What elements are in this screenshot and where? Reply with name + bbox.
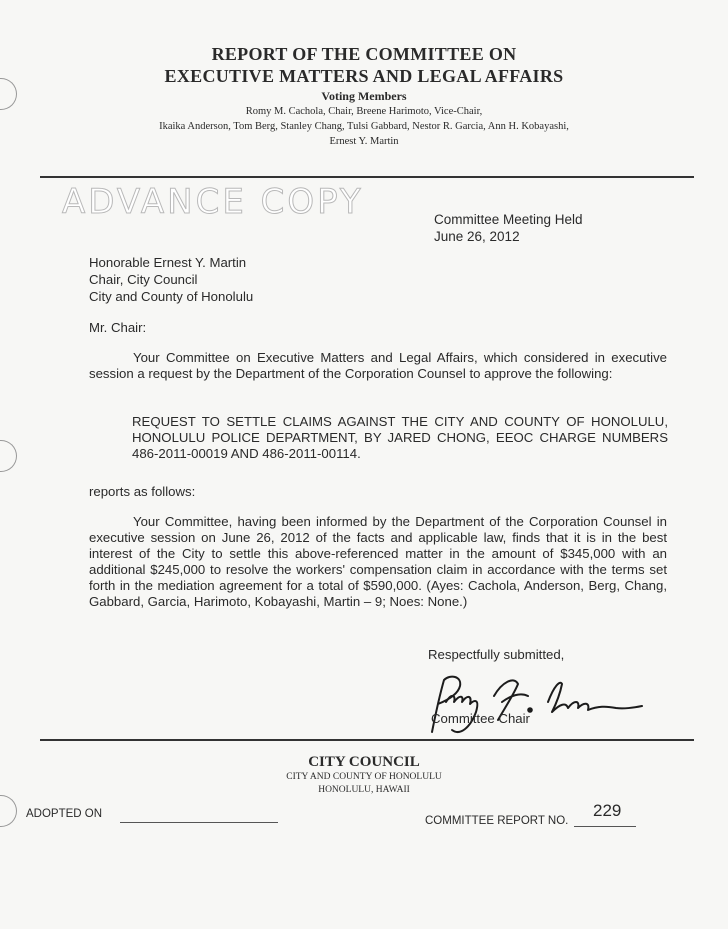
closing-line: Respectfully submitted, [428,647,565,662]
addressee-title: Chair, City Council [89,272,198,287]
addressee-org: City and County of Honolulu [89,289,254,304]
signature-caption: Committee Chair [431,711,530,726]
members-line-1: Romy M. Cachola, Chair, Breene Harimoto, Vice-Chair, [245,106,483,117]
footer-council: CITY COUNCIL [308,754,420,770]
meeting-held-label: Committee Meeting Held [434,212,583,227]
footer-county: CITY AND COUNTY OF HONOLULU [286,772,442,782]
voting-members-heading: Voting Members [321,89,407,103]
members-line-3: Ernest Y. Martin [329,136,399,147]
report-number-label: COMMITTEE REPORT NO. [425,815,569,827]
binder-hole-bottom [0,795,17,827]
adopted-on-label: ADOPTED ON [26,808,103,820]
salutation: Mr. Chair: [89,320,147,335]
addressee-name: Honorable Ernest Y. Martin [89,255,247,270]
members-line-2: Ikaika Anderson, Tom Berg, Stanley Chang, Tulsi Gabbard, Nestor R. Garcia, Ann H. Kobayashi, [159,121,569,132]
reports-as-follows: reports as follows: [89,484,196,499]
header-divider [40,176,694,178]
settlement-request: REQUEST TO SETTLE CLAIMS AGAINST THE CITY AND COUNTY OF HONOLULU, HONOLULU POLICE DEPARTMENT, BY JARED CHONG, EEOC CHARGE NUMBERS 486-2011-00019 AND 486-2011-00114. [132,414,668,461]
report-title-line-2: EXECUTIVE MATTERS AND LEGAL AFFAIRS [164,66,564,86]
chair-signature [410,672,650,742]
footer-divider [40,739,694,741]
report-number: 229 [593,801,622,820]
advance-copy-stamp: ADVANCE COPY [62,182,364,222]
meeting-date: June 26, 2012 [434,229,520,244]
adopted-on-blank [120,822,278,823]
footer-state: HONOLULU, HAWAII [318,785,410,795]
report-number-underline [574,826,636,827]
paragraph-findings: Your Committee, having been informed by the Department of the Corporation Counsel in executive session on June 26, 2012 of the facts and applicable law, finds that it is in the best interest of the City to settle this above-referenced matter in the amount of $345,000 with an additional $245,000 to resolve the workers' compensation claim in accordance with the terms set forth in the mediation agreement for a total of $590,000. (Ayes: Cachola, Anderson, Berg, Chang, Gabbard, Garcia, Harimoto, Kobayashi, Martin – 9; Noes: None.) [89,514,667,609]
binder-hole-middle [0,440,17,472]
paragraph-consideration: Your Committee on Executive Matters and Legal Affairs, which considered in executive session a request by the Department of the Corporation Counsel to approve the following: [89,350,667,381]
report-title-line-1: REPORT OF THE COMMITTEE ON [211,44,517,64]
